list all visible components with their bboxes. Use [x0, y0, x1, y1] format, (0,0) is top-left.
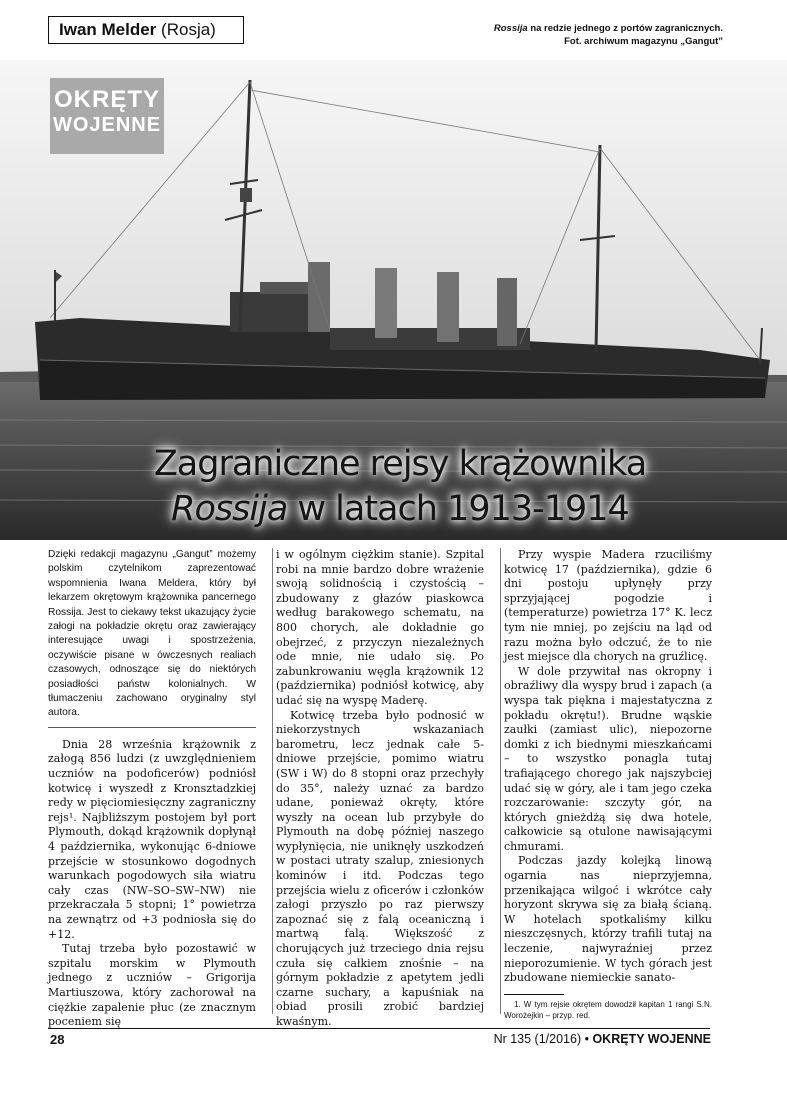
- footer-issue: [494, 1032, 711, 1046]
- caption-line2: Fot. archiwum magazynu „Gangut”: [564, 36, 723, 47]
- issue-number: Nr 135 (1/2016): [493, 1032, 582, 1046]
- page-number: 28: [50, 1032, 65, 1047]
- author-name: Iwan Melder: [59, 20, 157, 39]
- footer-bullet: •: [581, 1032, 593, 1046]
- column-3: [504, 548, 712, 1021]
- paragraph: Kotwicę trzeba było podnosić w niekorzystnych wskazaniach barometru, lecz jednak całe 5-dniowe przejście, pomimo wiatru (SW i W) do 8 stopni oraz przechyły do 35°, należy uznać za bardzo udane, ponieważ okręty, które wyszły na ocean lub przybyłe do Plymouth na dobę później naszego wypłynięcia, nie uniknęły uszkodzeń w postaci utraty szalup, zniesionych kominów i itd. Podczas tego przejścia wielu z oficerów i członków załogi przyszło po raz pierwszy zapoznać się z falą oceaniczną i martwą falą. Większość z chorujących już trzeciego dnia rejsu czuła się całkiem znośnie – na górnym pokładzie z apetytem jedli czarne suchary, a kapuśniak na obiad prosili zrobić bardziej kwaśnym.: [276, 708, 484, 1028]
- author-box: [48, 16, 244, 44]
- paragraph: W dole przywitał nas okropny i obraźliwy dla wyspy brud i zapach (a wyspa tak piękna i majestatyczna z pokładu okrętu!). Brudne wąskie zaułki (zamiast ulic), niepozorne domki z ich biednymi mieszkańcami – to wszystko ponagla tutaj trafiającego chorego jak najszybciej udać się w góry, ale i tam jego czeka rozczarowanie: szczyty gór, na których gnieżdżą się dwa hotele, całkowicie są otulone nawisającymi chmurami.: [504, 664, 712, 853]
- footer-rule: [48, 1028, 710, 1029]
- title-ship-name: Rossija: [171, 489, 288, 529]
- paragraph: Przy wyspie Madera rzuciliśmy kotwicę 17 (października), gdzie 6 dni postoju upłynęły przy sprzyjającej pogodzie i (temperaturze) powietrza 17° K. lecz tym nie mniej, po zejściu na ląd od razu można było odczuć, że to nie jest miejsce dla chorych na gruźlicę.: [504, 548, 712, 664]
- article-title: [100, 442, 700, 532]
- footnote: 1. W tym rejsie okrętem dowodził kapitan 1 rangi S.N. Worożejkin – przyp. red.: [504, 999, 712, 1020]
- column-1: [48, 548, 256, 1030]
- magazine-logo: [50, 78, 164, 154]
- paragraph: Dnia 28 września krążownik z załogą 856 ludzi (z uwzględnieniem uczniów na podoficerów) podniósł kotwicę i wyszedł z Kronsztadzkiej redy w pięciomiesięczny zagraniczny rejs¹. Najbliższym postojem był port Plymouth, dokąd krążownik dopłynął 4 października, wykonując 6-dniowe przejście w stosunkowo dogodnych warunkach pogodowych siła wiatru cały czas (NW–SO–SW–NW) nie przekraczała 5 stopni; 1° powietrza na zewnątrz od +3 podniosła się do +12.: [48, 737, 256, 941]
- photo-caption: [423, 22, 723, 48]
- paragraph: Tutaj trzeba było pozostawić w szpitalu morskim w Plymouth jednego z uczniów – Grigorija Martiuszowa, który zachorował na ciężkie zapalenie płuc (ze znacznym poceniem się: [48, 942, 256, 1029]
- paragraph: i w ogólnym ciężkim stanie). Szpital robi na mnie bardzo dobre wrażenie swoją solidnością i czystością – zbudowany z głazów piaskowca według barakowego schematu, na 800 chorych, ale dokładnie go obejrzeć, z przyczyn niezależnych ode mnie, nie udało się. Po zabunkrowaniu węgla krążownik 12 (października) podniósł kotwicę, aby udać się na wyspę Maderę.: [276, 548, 484, 707]
- paragraph: Podczas jazdy kolejką linową ogarnia nas nieprzyjemna, przenikająca wilgoć i wkrótce cały horyzont skrywa się za białą ścianą. W hotelach spotkaliśmy kilku nieszczęsnych, którzy trafili tutaj na leczenie, najwyraźniej przez nieporozumienie. W tych górach jest zbudowane niemieckie sanato-: [504, 854, 712, 985]
- title-line2: w latach 1913-1914: [287, 489, 629, 529]
- logo-line1: OKRĘTY: [53, 86, 160, 113]
- caption-line1: na redzie jednego z portów zagranicznych.: [527, 23, 723, 34]
- column-2: [276, 548, 484, 1030]
- article-body: [48, 548, 712, 1029]
- author-country: (Rosja): [161, 20, 216, 39]
- caption-ship-name: Rossija: [493, 23, 528, 34]
- title-line1: Zagraniczne rejsy krążownika: [153, 444, 647, 484]
- logo-line2: WOJENNE: [52, 114, 162, 136]
- article-intro: Dzięki redakcji magazynu „Gangut” możemy polskim czytelnikom zaprezentować wspomnienia Iwana Meldera, który był lekarzem okrętowym krążownika pancernego Rossija. Jest to ciekawy tekst ukazujący życie załogi na pokładzie okrętu oraz zawierający interesujące uwagi i spostrzeżenia, oczywiście pisane w ówczesnych realiach czasowych, odnoszące się do niektórych posiadłości państw kolonialnych. W tłumaczeniu zachowano oryginalny styl autora.: [48, 548, 256, 728]
- footnote-rule: [504, 994, 564, 995]
- magazine-name: OKRĘTY WOJENNE: [592, 1032, 711, 1046]
